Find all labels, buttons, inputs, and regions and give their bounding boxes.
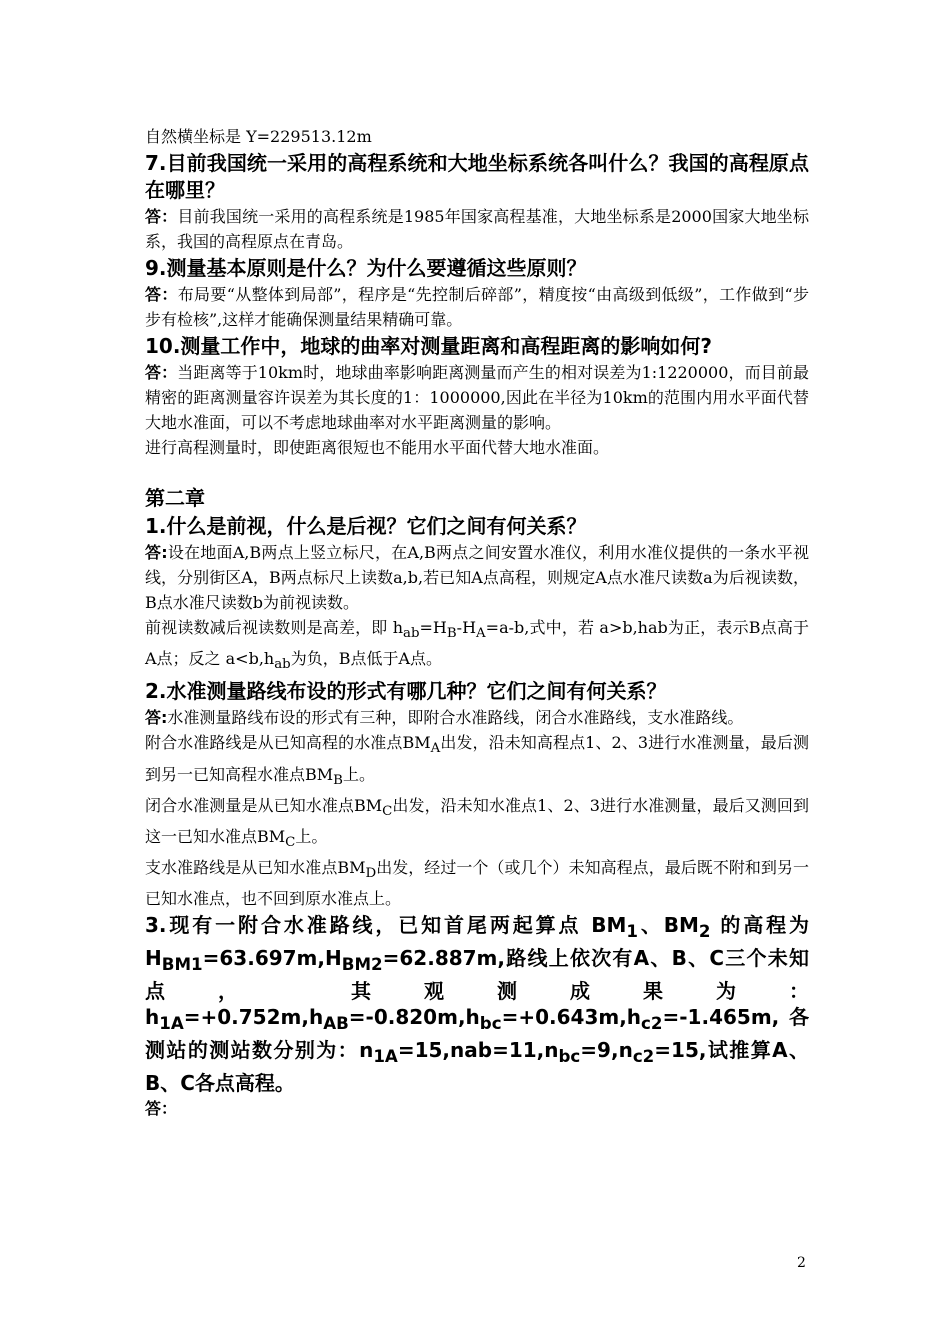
answer-2 [145,705,809,730]
text-run: =15,nab=11,n [397,1038,559,1063]
text-run: 出发，沿未知高程点1、2、3进行水准测量，最后测到另一已知高程水准点BM [145,733,809,784]
text-run: =-0.820m,h [348,1005,480,1030]
answer-3 [145,1096,809,1121]
answer-9 [145,282,809,332]
answer-2-paragraph-4 [145,855,809,911]
text-run: =+0.752m,h [183,1005,324,1030]
subscript: ab [403,626,420,642]
text-run: 、BM [637,913,699,938]
subscript: D [365,866,377,882]
answer-10-paragraph-2: 进行高程测量时，即使距离很短也不能用水平面代替大地水准面。 [145,438,610,457]
subscript: bc [479,1014,502,1034]
question-2: 2.水准测量路线布设的形式有哪几种？它们之间有何关系？ [145,679,667,704]
subscript: 2 [698,922,711,942]
answer-label: 答： [145,1099,178,1119]
text-run: 上。 [342,764,375,784]
question-9: 9.测量基本原则是什么？为什么要遵循这些原则？ [145,256,587,280]
subscript: B [333,772,343,788]
answer-2-paragraph-3 [145,793,809,855]
subscript: A [430,741,441,757]
text-run: =a-b,式中，若 a>b,hab为正，表示B点高于A点；反之 a<b,h [145,618,809,669]
answer-10 [145,360,809,435]
subscript: C [382,803,393,819]
subscript: c2 [632,1047,655,1067]
answer-label: 答: [145,708,168,728]
text-run: 3.现有一附合水准路线，已知首尾两起算点 BM [145,913,627,938]
answer-1-paragraph-2 [145,615,809,677]
answer-label: 答： [145,207,178,226]
page-number: 2 [797,1255,806,1271]
subscript: C [285,835,296,851]
text-run: =15,试推算A、B、C各点高程。 [145,1038,809,1096]
question-10: 10.测量工作中，地球的曲率对测量距离和高程距离的影响如何? [145,334,713,358]
text-run: =+0.643m,h [501,1005,642,1030]
text-run: =62.887m,路线上依次有A、B、C三个未知点， 其观测成果为：h [145,946,809,1030]
answer-text: 当距离等于10km时，地球曲率影响距离测量而产生的相对误差为1:1220000，而目前最精密的距离测量容许误差为其长度的1：1000000,因此在半径为10km的范围内用水平面代替大地水准面，可以不考虑地球曲率对水平距离测量的影响。 [145,363,809,432]
text-run: 出发，沿未知水准点1、2、3进行水准测量，最后又测回到这一已知水准点BM [145,795,809,846]
subscript: c2 [641,1014,663,1034]
subscript: AB [323,1014,349,1034]
answer-1 [145,540,809,615]
subscript: 1A [159,1014,184,1034]
question-3 [145,912,809,1096]
subscript: 1A [373,1047,398,1067]
subscript: BM2 [341,955,383,975]
subscript: bc [558,1047,581,1067]
answer-text: 设在地面A,B两点上竖立标尺，在A,B两点之间安置水准仪，利用水准仪提供的一条水平视线，分别街区A，B两点标尺上读数a,b,若已知A点高程，则规定A点水准尺读数a为后视读数，B点水准尺读数b为前视读数。 [145,543,809,612]
text-run: 闭合水准测量是从已知水准点BM [145,795,383,815]
subscript: BM1 [161,955,203,975]
subscript: B [446,626,457,642]
text-run: =9,n [580,1038,633,1063]
answer-text: 目前我国统一采用的高程系统是1985年国家高程基准，大地坐标系是2000国家大地坐标系，我国的高程原点在青岛。 [145,207,809,251]
text-run: 的高程为H [145,913,809,971]
question-1: 1.什么是前视，什么是后视？它们之间有何关系？ [145,514,587,538]
text-run: =H [419,618,447,637]
text-run: 为负，B点低于A点。 [290,649,443,669]
answer-text: 布局要“从整体到局部”，程序是“先控制后碎部”，精度按“由高级到低级”，工作做到“步步有检核”,这样才能确保测量结果精确可靠。 [145,285,809,329]
text-run: =-1.465m,各测站的测站数分别为：n [145,1005,809,1063]
answer-label: 答： [145,363,178,382]
answer-2-paragraph-2 [145,730,809,792]
question-7: 7.目前我国统一采用的高程系统和大地坐标系统各叫什么？我国的高程原点在哪里？ [145,151,809,202]
paragraph-coordinate: 自然横坐标是 Y=229513.12m [145,127,372,146]
answer-7 [145,204,809,254]
chapter-heading: 第二章 [145,486,205,510]
text-run: 上。 [295,826,328,846]
answer-label: 答: [145,543,168,562]
text-run: -H [456,618,477,637]
text-run: =63.697m,H [202,946,342,971]
text-run: 支水准路线是从已知水准点BM [145,858,366,878]
subscript: A [476,626,486,642]
answer-text: 水准测量路线布设的形式有三种，即附合水准路线，闭合水准路线，支水准路线。 [167,708,744,728]
subscript: ab [274,657,291,673]
text-run: 前视读数减后视读数则是高差，即 h [145,618,404,637]
text-run: 出发，经过一个（或几个）未知高程点，最后既不附和到另一已知水准点，也不回到原水准点上。 [145,858,809,909]
text-run: 附合水准路线是从已知高程的水准点BM [145,733,431,753]
subscript: 1 [626,922,638,942]
answer-label: 答： [145,285,178,304]
page-content [145,124,809,1121]
